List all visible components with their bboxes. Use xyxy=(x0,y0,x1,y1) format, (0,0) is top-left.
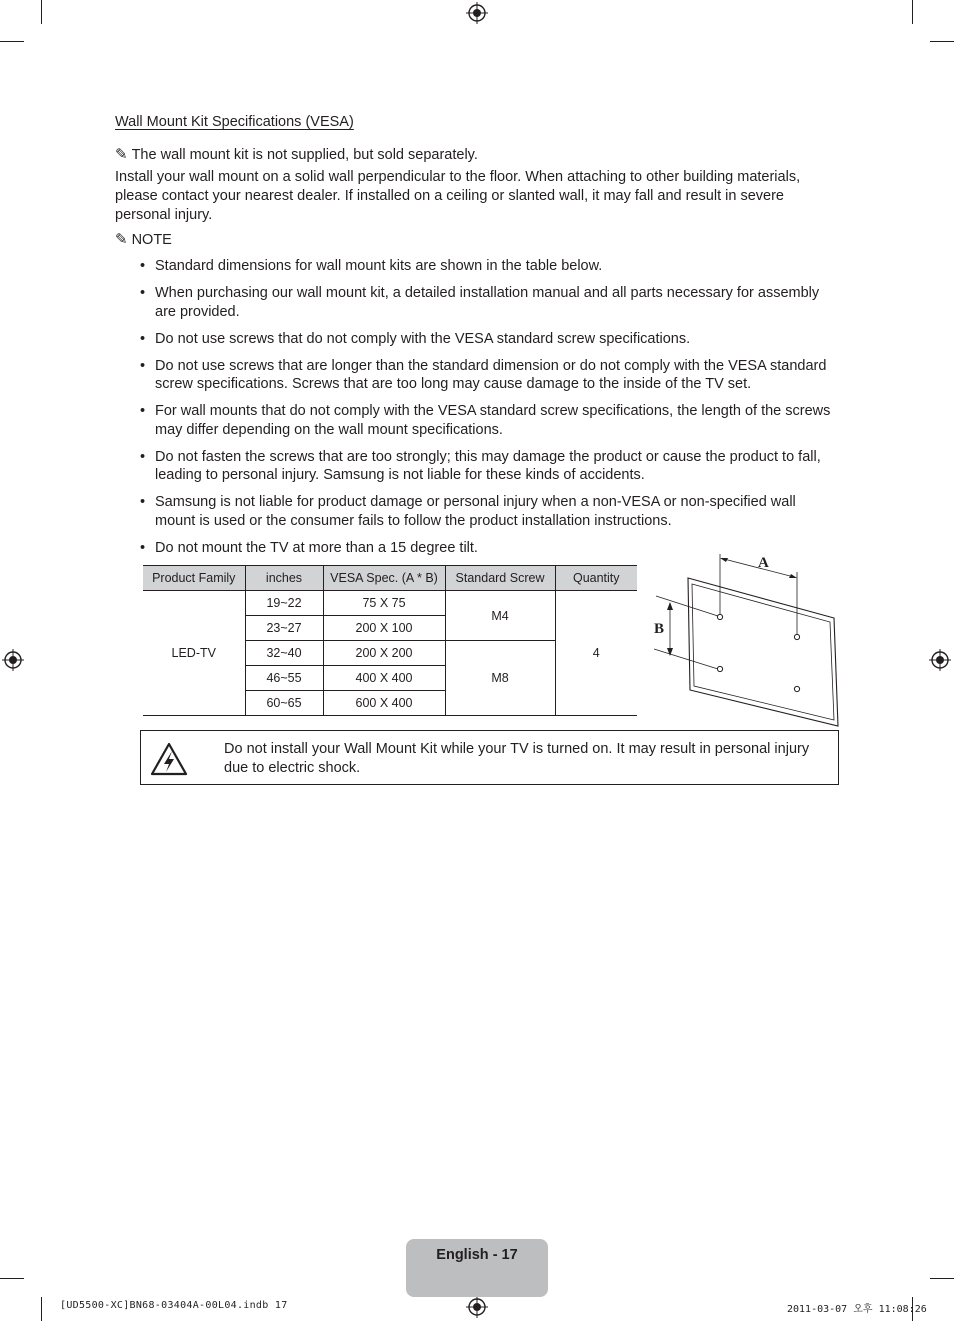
crop-mark xyxy=(41,1297,42,1321)
screw-cell: M4 xyxy=(445,591,555,641)
pencil-note-icon: ✎ xyxy=(115,231,128,248)
list-item: • Do not mount the TV at more than a 15 degree tilt. xyxy=(140,539,840,558)
note-line-text: The wall mount kit is not supplied, but sold separately. xyxy=(131,147,478,163)
list-item: • Do not use screws that are longer than the standard dimension or do not comply with the VESA standard screw specifications. Screws that are too long may cause damage to the inside of the TV set. xyxy=(140,357,840,394)
warning-text: Do not install your Wall Mount Kit while your TV is turned on. It may result in personal injury due to electric shock. xyxy=(224,741,810,776)
crop-mark xyxy=(41,0,42,24)
list-item: • Standard dimensions for wall mount kits are shown in the table below. xyxy=(140,257,840,276)
list-item: • Samsung is not liable for product damage or personal injury when a non-VESA or non-specified wall mount is used or the consumer fails to follow the product installation instructions. xyxy=(140,493,840,530)
crop-mark xyxy=(912,0,913,24)
registration-mark-icon xyxy=(466,1296,488,1318)
inches-cell: 23~27 xyxy=(245,616,323,641)
list-item: • Do not use screws that do not comply with the VESA standard screw specifications. xyxy=(140,330,840,349)
vesa-cell: 400 X 400 xyxy=(323,666,445,691)
registration-mark-icon xyxy=(929,649,951,671)
note-label: NOTE xyxy=(131,232,172,248)
warning-box xyxy=(140,730,839,785)
table-header-row xyxy=(143,566,637,591)
inches-cell: 60~65 xyxy=(245,691,323,716)
inches-cell: 19~22 xyxy=(245,591,323,616)
list-item: • When purchasing our wall mount kit, a detailed installation manual and all parts necessary for assembly are provided. xyxy=(140,284,840,321)
section-title: Wall Mount Kit Specifications (VESA) xyxy=(115,114,354,130)
screw-cell: M8 xyxy=(445,641,555,716)
inches-cell: 46~55 xyxy=(245,666,323,691)
print-date-info: 2011-03-07 오후 11:08:26 xyxy=(787,1304,927,1315)
list-item: • For wall mounts that do not comply with the VESA standard screw specifications, the length of the screws may differ depending on the wall mount specifications. xyxy=(140,402,840,439)
page-number-label: English - 17 xyxy=(436,1247,518,1263)
vesa-cell: 75 X 75 xyxy=(323,591,445,616)
intro-paragraph: Install your wall mount on a solid wall perpendicular to the floor. When attaching to other building materials, please contact your nearest dealer. If installed on a ceiling or slanted wall, it may fall and result in severe personal injury. xyxy=(115,169,801,223)
vesa-spec-table xyxy=(143,565,637,716)
note-bullet-list xyxy=(140,257,840,566)
vesa-cell: 600 X 400 xyxy=(323,691,445,716)
product-family-cell: LED-TV xyxy=(143,591,245,716)
table-header-cell: Standard Screw xyxy=(445,566,555,591)
crop-mark xyxy=(0,1278,24,1279)
table-header-cell: VESA Spec. (A * B) xyxy=(323,566,445,591)
inches-cell: 32~40 xyxy=(245,641,323,666)
note-line xyxy=(115,145,478,165)
pencil-note-icon: ✎ xyxy=(115,146,128,163)
crop-mark xyxy=(930,1278,954,1279)
crop-mark xyxy=(930,41,954,42)
registration-mark-icon xyxy=(466,2,488,24)
print-file-info: [UD5500-XC]BN68-03404A-00L04.indb 17 xyxy=(60,1300,288,1311)
crop-mark xyxy=(0,41,24,42)
tv-mount-diagram xyxy=(648,548,844,730)
quantity-cell: 4 xyxy=(555,591,637,716)
note-heading xyxy=(115,230,172,250)
registration-mark-icon xyxy=(2,649,24,671)
list-item: • Do not fasten the screws that are too strongly; this may damage the product or cause the product to fall, leading to personal injury. Samsung is not liable for these kinds of accidents. xyxy=(140,448,840,485)
table-header-cell: inches xyxy=(245,566,323,591)
vesa-cell: 200 X 200 xyxy=(323,641,445,666)
table-row xyxy=(143,591,637,616)
dimension-label-a: A xyxy=(758,555,769,571)
dimension-label-b: B xyxy=(654,621,665,637)
vesa-cell: 200 X 100 xyxy=(323,616,445,641)
warning-triangle-icon xyxy=(150,742,188,776)
table-header-cell: Product Family xyxy=(143,566,245,591)
table-header-cell: Quantity xyxy=(555,566,637,591)
